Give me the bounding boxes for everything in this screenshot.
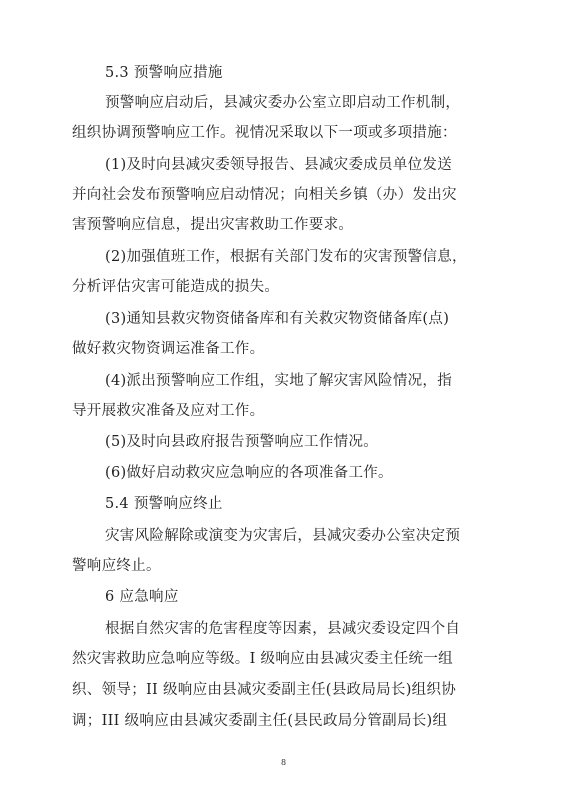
paragraph-line: 根据自然灾害的危害程度等因素，县减灾委设定四个自 (105, 621, 461, 637)
section-6-heading: 6 应急响应 (105, 589, 179, 605)
paragraph-line: 灾害风险解除或演变为灾害后，县减灾委办公室决定预 (105, 528, 461, 544)
list-item-line: 导开展救灾准备及应对工作。 (72, 403, 265, 419)
paragraph-line: 织、领导；II 级响应由县减灾委副主任(县政局局长)组织协 (72, 682, 457, 698)
list-item-line: (4)派出预警响应工作组，实地了解灾害风险情况，指 (105, 373, 453, 389)
paragraph-line: 警响应终止。 (72, 558, 161, 574)
list-item-line: (2)加强值班工作，根据有关部门发布的灾害预警信息， (105, 249, 467, 265)
list-item-line: (1)及时向县减灾委领导报告、县减灾委成员单位发送 (105, 157, 453, 173)
page-number: 8 (280, 758, 287, 767)
paragraph-line: 调；III 级响应由县减灾委副主任(县民政局分管副局长)组 (72, 713, 448, 729)
list-item-line: 并向社会发布预警响应启动情况；向相关乡镇（办）发出灾 (72, 187, 457, 203)
list-item-line: 分析评估灾害可能造成的损失。 (72, 279, 280, 295)
list-item-line: 害预警响应信息，提出灾害救助工作要求。 (72, 217, 354, 233)
section-5-3-heading: 5.3 预警响应措施 (105, 65, 223, 81)
list-item-line: (6)做好启动救灾应急响应的各项准备工作。 (105, 465, 393, 481)
list-item-line: (3)通知县救灾物资储备库和有关救灾物资储备库(点) (105, 311, 450, 327)
section-5-4-heading: 5.4 预警响应终止 (105, 496, 223, 512)
paragraph-line: 预警响应启动后，县减灾委办公室立即启动工作机制， (105, 95, 461, 111)
paragraph-line: 然灾害救助应急响应等级。I 级响应由县减灾委主任统一组 (72, 651, 453, 667)
list-item-line: 做好救灾物资调运准备工作。 (72, 341, 265, 357)
paragraph-line: 组织协调预警响应工作。视情况采取以下一项或多项措施： (72, 125, 457, 141)
list-item-line: (5)及时向县政府报告预警响应工作情况。 (105, 434, 379, 450)
